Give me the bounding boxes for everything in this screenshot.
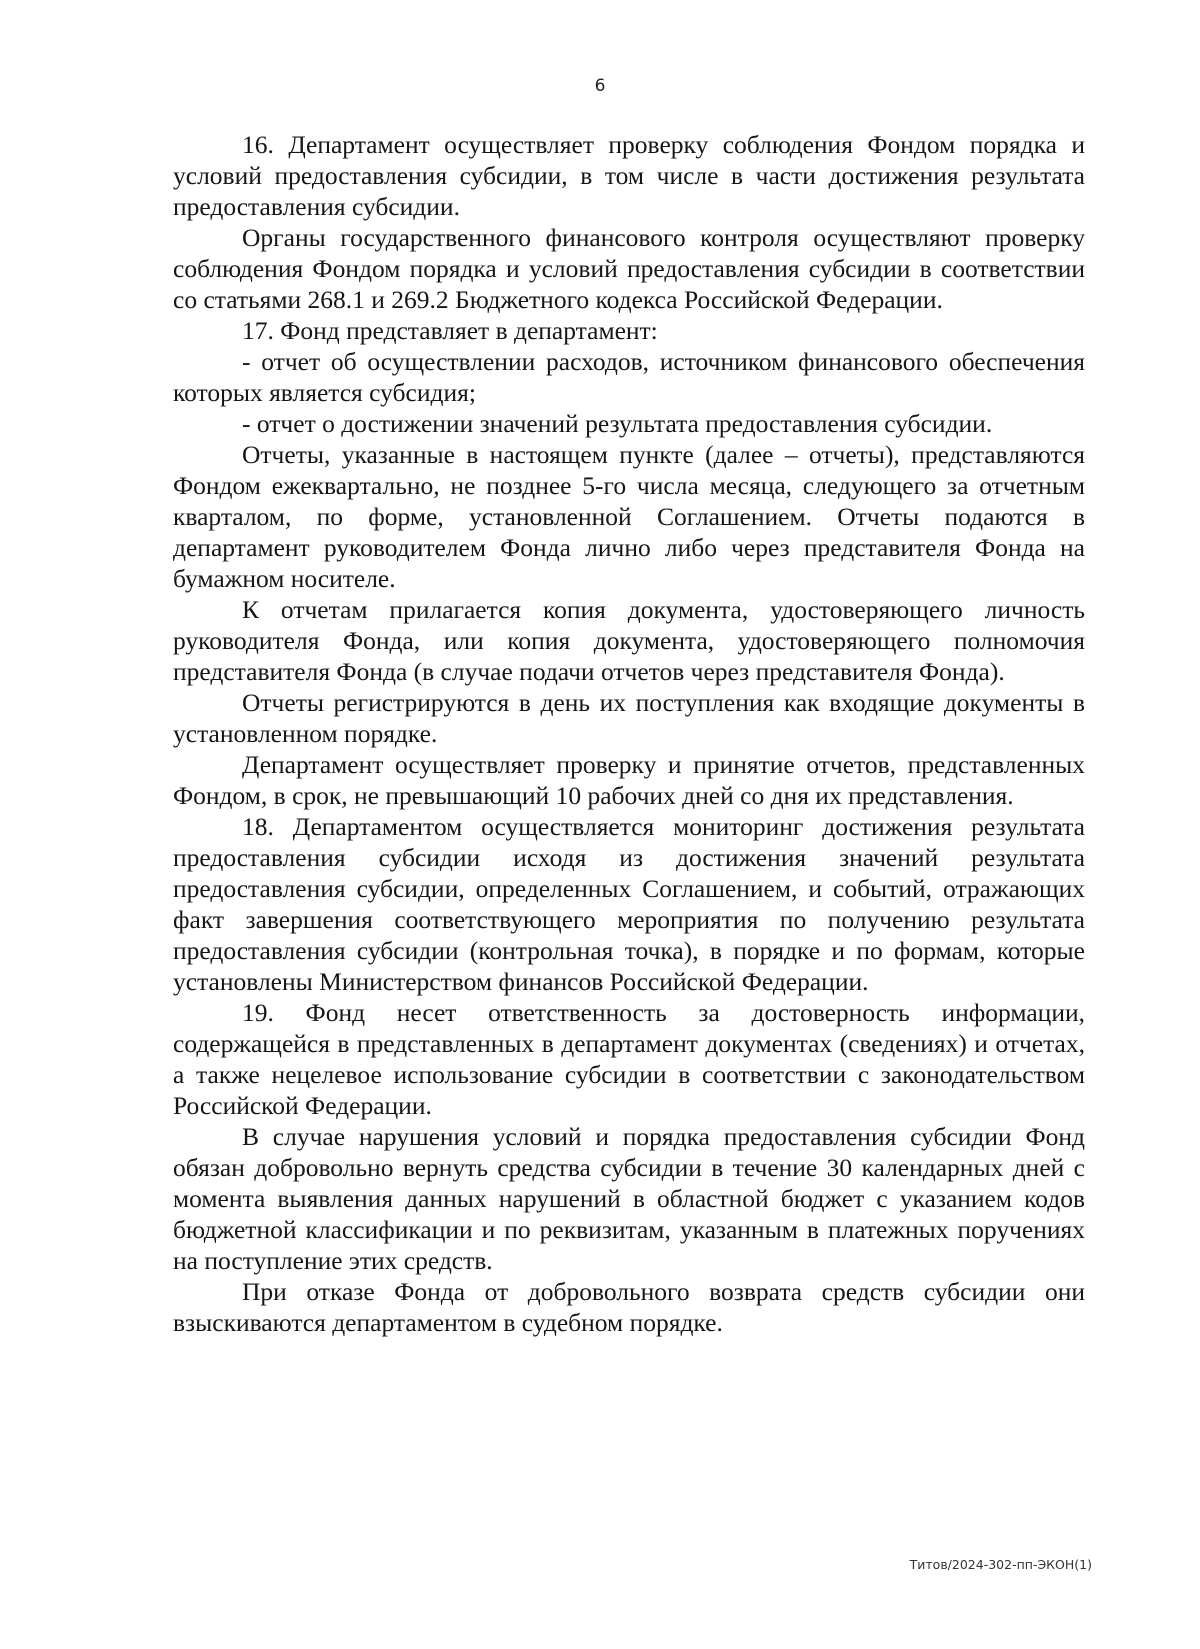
list-item-result-report: - отчет о достижении значений результата предоставления субсидии.	[242, 409, 993, 438]
paragraph-refund: В случае нарушения условий и порядка предоставления субсидии Фонд обязан добровольно вернуть средства субсидии в течение 30 календарных дней с момента выявления данных нарушений в областной бюджет с указанием кодов бюджетной классификации и по реквизитам, указанным в платежных поручениях на поступление этих средств.	[173, 1122, 1085, 1275]
document-footer-code: Титов/2024-302-пп-ЭКОН(1)	[909, 1557, 1092, 1572]
list-item-expense-report: - отчет об осуществлении расходов, источником финансового обеспечения которых является субсидия;	[173, 347, 1085, 407]
paragraph-reports-registration: Отчеты регистрируются в день их поступления как входящие документы в установленном порядке.	[173, 688, 1085, 748]
paragraph-17: 17. Фонд представляет в департамент:	[242, 316, 658, 345]
paragraph-control-bodies: Органы государственного финансового контроля осуществляют проверку соблюдения Фондом порядка и условий предоставления субсидии в соответствии со статьями 268.1 и 269.2 Бюджетного кодекса Российской Федерации.	[173, 223, 1085, 314]
paragraph-18: 18. Департаментом осуществляется мониторинг достижения результата предоставления субсидии исходя из достижения значений результата предоставления субсидии, определенных Соглашением, и событий, отражающих факт завершения соответствующего мероприятия по получению результата предоставления субсидии (контрольная точка), в порядке и по формам, которые установлены Министерством финансов Российской Федерации.	[173, 812, 1085, 996]
paragraph-reports-review: Департамент осуществляет проверку и принятие отчетов, представленных Фондом, в срок, не превышающий 10 рабочих дней со дня их представления.	[173, 750, 1085, 810]
paragraph-reports-attachments: К отчетам прилагается копия документа, удостоверяющего личность руководителя Фонда, или копия документа, удостоверяющего полномочия представителя Фонда (в случае подачи отчетов через представителя Фонда).	[173, 595, 1085, 686]
paragraph-19: 19. Фонд несет ответственность за достоверность информации, содержащейся в представленных в департамент документах (сведениях) и отчетах, а также нецелевое использование субсидии в соответствии с законодательством Российской Федерации.	[173, 998, 1085, 1120]
document-body	[173, 129, 1085, 1338]
page-number: 6	[594, 76, 606, 96]
paragraph-reports-submission: Отчеты, указанные в настоящем пункте (далее – отчеты), представляются Фондом ежеквартально, не позднее 5-го числа месяца, следующего за отчетным кварталом, по форме, установленной Соглашением. Отчеты подаются в департамент руководителем Фонда лично либо через представителя Фонда на бумажном носителе.	[173, 440, 1085, 593]
paragraph-court-recovery: При отказе Фонда от добровольного возврата средств субсидии они взыскиваются департаментом в судебном порядке.	[173, 1277, 1085, 1337]
paragraph-16: 16. Департамент осуществляет проверку соблюдения Фондом порядка и условий предоставления субсидии, в том числе в части достижения результата предоставления субсидии.	[173, 130, 1085, 221]
